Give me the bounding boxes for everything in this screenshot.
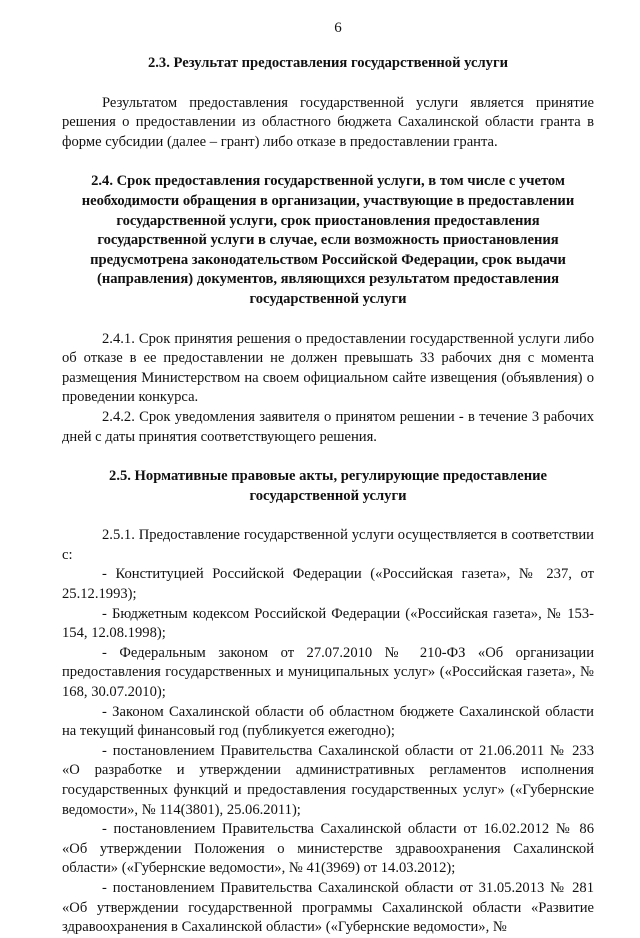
section-2-5-1-paragraph: 2.5.1. Предоставление государственной услуги осуществляется в соответствии с:: [62, 527, 594, 563]
section-2-4-1-paragraph: 2.4.1. Срок принятия решения о предоставлении государственной услуги либо об отказе в ее предоставлении не должен превышать 33 рабочих дня с момента размещения Министерством на своем официальном сайте извещения (объявления) о проведении конкурса.: [62, 330, 594, 406]
section-2-3-heading: 2.3. Результат предоставления государственной услуги: [147, 55, 509, 71]
legal-act-item-resolution-86: - постановлением Правительства Сахалинской области от 16.02.2012 № 86 «Об утверждении Положения о министерстве здравоохранения Сахалинской области» («Губернские ведомости», № 41(3969) от 14.03.2012);: [62, 821, 594, 877]
section-2-5-heading: 2.5. Нормативные правовые акты, регулирующие предоставление государственной услуги: [109, 468, 547, 504]
legal-act-item-constitution: - Конституцией Российской Федерации («Российская газета», № 237, от 25.12.1993);: [62, 566, 594, 603]
legal-act-item-resolution-281: - постановлением Правительства Сахалинской области от 31.05.2013 № 281 «Об утверждении государственной программы Сахалинской области «Развитие здравоохранения в Сахалинской области» («Губернские ведомости», №: [62, 879, 594, 936]
legal-act-item-resolution-233: - постановлением Правительства Сахалинской области от 21.06.2011 № 233 «О разработке и утверждении административных регламентов исполнения государственных функций и предоставления государственных услуг» («Губернские ведомости», № 114(3801), 25.06.2011);: [62, 742, 594, 818]
legal-act-item-regional-budget-law: - Законом Сахалинской области об областном бюджете Сахалинской области на текущий финансовый год (публикуется ежегодно);: [62, 703, 594, 740]
legal-act-item-budget-code: - Бюджетным кодексом Российской Федерации («Российская газета», № 153-154, 12.08.1998);: [62, 605, 594, 642]
section-2-3-paragraph: Результатом предоставления государственной услуги является принятие решения о предоставлении из областного бюджета Сахалинской области гранта в форме субсидии (далее – грант) либо отказе в предоставлении гранта.: [62, 94, 594, 150]
section-2-4-heading: 2.4. Срок предоставления государственной услуги, в том числе с учетом необходимости обращения в организации, участвующие в предоставлении государственной услуги, срок приостановления предоставления государственной услуги в случае, если возможность приостановления предусмотрена законодательством Российской Федерации, срок выдачи (направления) документов, являющихся результатом предоставления государственной услуги: [81, 173, 575, 307]
section-2-4-2-paragraph: 2.4.2. Срок уведомления заявителя о принятом решении - в течение 3 рабочих дней с даты принятия соответствующего решения.: [62, 408, 594, 445]
legal-act-item-federal-law-210: - Федеральным законом от 27.07.2010 № 210-ФЗ «Об организации предоставления государственных и муниципальных услуг» («Российская газета», № 168, 30.07.2010);: [62, 644, 594, 701]
page-number: 6: [334, 20, 342, 36]
document-page: [62, 18, 594, 938]
